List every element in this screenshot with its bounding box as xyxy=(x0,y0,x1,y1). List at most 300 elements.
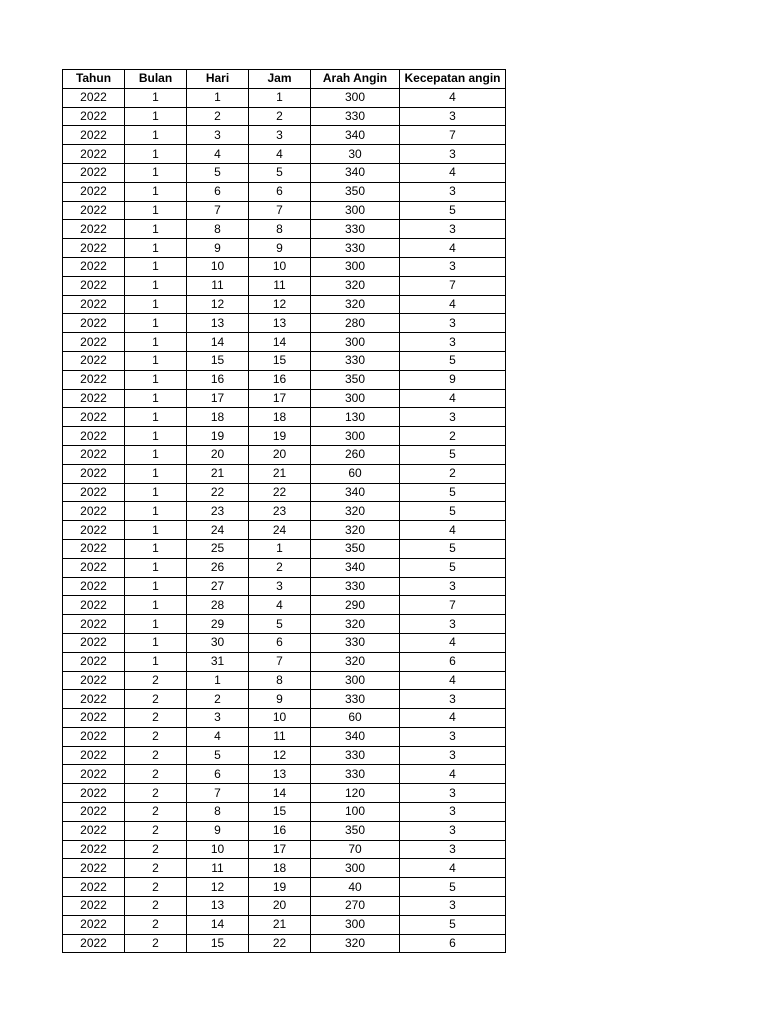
cell-hari: 15 xyxy=(187,934,249,953)
cell-bulan: 1 xyxy=(125,652,187,671)
cell-jam: 21 xyxy=(249,464,311,483)
cell-kecepatan-angin: 3 xyxy=(400,746,506,765)
cell-arah-angin: 60 xyxy=(311,464,400,483)
cell-kecepatan-angin: 5 xyxy=(400,351,506,370)
cell-jam: 19 xyxy=(249,878,311,897)
cell-jam: 21 xyxy=(249,915,311,934)
cell-tahun: 2022 xyxy=(63,201,125,220)
cell-jam: 14 xyxy=(249,784,311,803)
cell-tahun: 2022 xyxy=(63,239,125,258)
cell-jam: 6 xyxy=(249,633,311,652)
cell-tahun: 2022 xyxy=(63,539,125,558)
cell-jam: 12 xyxy=(249,295,311,314)
cell-arah-angin: 130 xyxy=(311,408,400,427)
cell-hari: 11 xyxy=(187,859,249,878)
cell-bulan: 1 xyxy=(125,558,187,577)
cell-tahun: 2022 xyxy=(63,746,125,765)
table-row xyxy=(63,370,506,389)
cell-jam: 4 xyxy=(249,145,311,164)
cell-tahun: 2022 xyxy=(63,464,125,483)
cell-hari: 23 xyxy=(187,502,249,521)
cell-tahun: 2022 xyxy=(63,220,125,239)
cell-jam: 4 xyxy=(249,596,311,615)
cell-arah-angin: 340 xyxy=(311,558,400,577)
table-row xyxy=(63,558,506,577)
table-header-row xyxy=(63,70,506,89)
header-arah-angin: Arah Angin xyxy=(311,70,400,89)
cell-arah-angin: 330 xyxy=(311,765,400,784)
cell-kecepatan-angin: 5 xyxy=(400,539,506,558)
cell-tahun: 2022 xyxy=(63,897,125,916)
cell-bulan: 1 xyxy=(125,483,187,502)
cell-bulan: 2 xyxy=(125,878,187,897)
cell-bulan: 2 xyxy=(125,784,187,803)
cell-hari: 3 xyxy=(187,709,249,728)
cell-bulan: 1 xyxy=(125,257,187,276)
cell-kecepatan-angin: 3 xyxy=(400,220,506,239)
cell-arah-angin: 260 xyxy=(311,445,400,464)
cell-jam: 18 xyxy=(249,408,311,427)
cell-tahun: 2022 xyxy=(63,558,125,577)
table-row xyxy=(63,276,506,295)
cell-arah-angin: 70 xyxy=(311,840,400,859)
cell-jam: 3 xyxy=(249,126,311,145)
cell-hari: 6 xyxy=(187,765,249,784)
table-row xyxy=(63,408,506,427)
cell-tahun: 2022 xyxy=(63,915,125,934)
cell-arah-angin: 60 xyxy=(311,709,400,728)
table-row xyxy=(63,427,506,446)
cell-arah-angin: 320 xyxy=(311,934,400,953)
cell-kecepatan-angin: 2 xyxy=(400,427,506,446)
cell-jam: 22 xyxy=(249,483,311,502)
table-row xyxy=(63,257,506,276)
cell-hari: 10 xyxy=(187,257,249,276)
cell-bulan: 1 xyxy=(125,220,187,239)
cell-tahun: 2022 xyxy=(63,314,125,333)
cell-jam: 9 xyxy=(249,239,311,258)
cell-jam: 11 xyxy=(249,727,311,746)
cell-jam: 14 xyxy=(249,333,311,352)
header-bulan: Bulan xyxy=(125,70,187,89)
table-row xyxy=(63,314,506,333)
cell-tahun: 2022 xyxy=(63,803,125,822)
cell-hari: 9 xyxy=(187,239,249,258)
cell-bulan: 1 xyxy=(125,88,187,107)
cell-kecepatan-angin: 5 xyxy=(400,445,506,464)
cell-arah-angin: 300 xyxy=(311,333,400,352)
cell-jam: 8 xyxy=(249,220,311,239)
cell-tahun: 2022 xyxy=(63,652,125,671)
cell-bulan: 2 xyxy=(125,671,187,690)
cell-kecepatan-angin: 4 xyxy=(400,709,506,728)
cell-jam: 24 xyxy=(249,521,311,540)
table-row xyxy=(63,333,506,352)
cell-jam: 16 xyxy=(249,370,311,389)
cell-hari: 12 xyxy=(187,295,249,314)
cell-arah-angin: 300 xyxy=(311,915,400,934)
cell-bulan: 2 xyxy=(125,727,187,746)
cell-hari: 20 xyxy=(187,445,249,464)
cell-tahun: 2022 xyxy=(63,859,125,878)
cell-tahun: 2022 xyxy=(63,784,125,803)
table-row xyxy=(63,652,506,671)
cell-hari: 3 xyxy=(187,126,249,145)
table-row xyxy=(63,351,506,370)
cell-hari: 18 xyxy=(187,408,249,427)
cell-kecepatan-angin: 4 xyxy=(400,765,506,784)
table-row xyxy=(63,239,506,258)
table-row xyxy=(63,502,506,521)
wind-data-table xyxy=(62,69,506,953)
table-row xyxy=(63,596,506,615)
cell-hari: 31 xyxy=(187,652,249,671)
cell-arah-angin: 320 xyxy=(311,615,400,634)
cell-bulan: 1 xyxy=(125,163,187,182)
cell-tahun: 2022 xyxy=(63,389,125,408)
cell-jam: 17 xyxy=(249,389,311,408)
cell-arah-angin: 300 xyxy=(311,427,400,446)
cell-kecepatan-angin: 3 xyxy=(400,408,506,427)
cell-hari: 1 xyxy=(187,88,249,107)
cell-bulan: 2 xyxy=(125,840,187,859)
cell-bulan: 1 xyxy=(125,239,187,258)
table-row xyxy=(63,445,506,464)
cell-kecepatan-angin: 4 xyxy=(400,521,506,540)
cell-jam: 18 xyxy=(249,859,311,878)
cell-tahun: 2022 xyxy=(63,709,125,728)
cell-tahun: 2022 xyxy=(63,333,125,352)
header-kecepatan-angin: Kecepatan angin xyxy=(400,70,506,89)
table-row xyxy=(63,765,506,784)
table-row xyxy=(63,671,506,690)
cell-tahun: 2022 xyxy=(63,521,125,540)
cell-kecepatan-angin: 4 xyxy=(400,633,506,652)
cell-arah-angin: 30 xyxy=(311,145,400,164)
cell-jam: 7 xyxy=(249,652,311,671)
cell-hari: 26 xyxy=(187,558,249,577)
cell-kecepatan-angin: 3 xyxy=(400,784,506,803)
table-row xyxy=(63,201,506,220)
cell-bulan: 1 xyxy=(125,276,187,295)
cell-arah-angin: 320 xyxy=(311,276,400,295)
cell-hari: 24 xyxy=(187,521,249,540)
cell-arah-angin: 300 xyxy=(311,859,400,878)
cell-arah-angin: 330 xyxy=(311,220,400,239)
cell-bulan: 2 xyxy=(125,897,187,916)
cell-bulan: 1 xyxy=(125,427,187,446)
cell-jam: 20 xyxy=(249,445,311,464)
cell-tahun: 2022 xyxy=(63,408,125,427)
cell-hari: 7 xyxy=(187,784,249,803)
cell-kecepatan-angin: 3 xyxy=(400,182,506,201)
cell-kecepatan-angin: 3 xyxy=(400,727,506,746)
cell-hari: 15 xyxy=(187,351,249,370)
cell-kecepatan-angin: 6 xyxy=(400,652,506,671)
cell-tahun: 2022 xyxy=(63,145,125,164)
cell-arah-angin: 340 xyxy=(311,483,400,502)
cell-arah-angin: 320 xyxy=(311,652,400,671)
cell-bulan: 1 xyxy=(125,633,187,652)
cell-kecepatan-angin: 7 xyxy=(400,276,506,295)
cell-arah-angin: 290 xyxy=(311,596,400,615)
cell-jam: 8 xyxy=(249,671,311,690)
table-row xyxy=(63,182,506,201)
cell-arah-angin: 320 xyxy=(311,521,400,540)
cell-jam: 23 xyxy=(249,502,311,521)
cell-hari: 19 xyxy=(187,427,249,446)
cell-arah-angin: 330 xyxy=(311,107,400,126)
cell-hari: 5 xyxy=(187,163,249,182)
cell-bulan: 1 xyxy=(125,464,187,483)
table-row xyxy=(63,88,506,107)
cell-bulan: 2 xyxy=(125,690,187,709)
cell-hari: 2 xyxy=(187,107,249,126)
table-row xyxy=(63,934,506,953)
cell-bulan: 1 xyxy=(125,502,187,521)
cell-kecepatan-angin: 5 xyxy=(400,558,506,577)
table-row xyxy=(63,915,506,934)
cell-arah-angin: 300 xyxy=(311,389,400,408)
cell-kecepatan-angin: 5 xyxy=(400,915,506,934)
cell-arah-angin: 300 xyxy=(311,201,400,220)
table-row xyxy=(63,859,506,878)
cell-jam: 22 xyxy=(249,934,311,953)
cell-kecepatan-angin: 3 xyxy=(400,577,506,596)
cell-kecepatan-angin: 3 xyxy=(400,314,506,333)
cell-kecepatan-angin: 3 xyxy=(400,840,506,859)
table-row xyxy=(63,897,506,916)
cell-hari: 22 xyxy=(187,483,249,502)
cell-arah-angin: 280 xyxy=(311,314,400,333)
cell-kecepatan-angin: 3 xyxy=(400,333,506,352)
cell-jam: 15 xyxy=(249,351,311,370)
cell-bulan: 2 xyxy=(125,746,187,765)
cell-kecepatan-angin: 3 xyxy=(400,897,506,916)
cell-hari: 30 xyxy=(187,633,249,652)
cell-tahun: 2022 xyxy=(63,276,125,295)
cell-jam: 19 xyxy=(249,427,311,446)
cell-kecepatan-angin: 3 xyxy=(400,615,506,634)
cell-jam: 10 xyxy=(249,257,311,276)
cell-jam: 12 xyxy=(249,746,311,765)
cell-kecepatan-angin: 5 xyxy=(400,502,506,521)
cell-bulan: 1 xyxy=(125,107,187,126)
cell-arah-angin: 270 xyxy=(311,897,400,916)
cell-jam: 5 xyxy=(249,615,311,634)
cell-tahun: 2022 xyxy=(63,727,125,746)
cell-tahun: 2022 xyxy=(63,878,125,897)
cell-jam: 2 xyxy=(249,558,311,577)
cell-hari: 27 xyxy=(187,577,249,596)
cell-arah-angin: 120 xyxy=(311,784,400,803)
cell-arah-angin: 320 xyxy=(311,295,400,314)
table-row xyxy=(63,615,506,634)
cell-hari: 25 xyxy=(187,539,249,558)
cell-tahun: 2022 xyxy=(63,126,125,145)
cell-arah-angin: 320 xyxy=(311,502,400,521)
cell-tahun: 2022 xyxy=(63,295,125,314)
cell-hari: 4 xyxy=(187,727,249,746)
table-row xyxy=(63,690,506,709)
cell-tahun: 2022 xyxy=(63,502,125,521)
cell-tahun: 2022 xyxy=(63,596,125,615)
cell-bulan: 2 xyxy=(125,803,187,822)
table-row xyxy=(63,295,506,314)
cell-bulan: 1 xyxy=(125,445,187,464)
table-row xyxy=(63,220,506,239)
cell-bulan: 1 xyxy=(125,596,187,615)
cell-kecepatan-angin: 5 xyxy=(400,483,506,502)
cell-arah-angin: 330 xyxy=(311,746,400,765)
table-body xyxy=(63,88,506,953)
cell-arah-angin: 350 xyxy=(311,539,400,558)
cell-hari: 8 xyxy=(187,803,249,822)
cell-hari: 7 xyxy=(187,201,249,220)
cell-bulan: 1 xyxy=(125,314,187,333)
cell-jam: 6 xyxy=(249,182,311,201)
cell-bulan: 1 xyxy=(125,351,187,370)
cell-kecepatan-angin: 4 xyxy=(400,295,506,314)
cell-tahun: 2022 xyxy=(63,765,125,784)
cell-tahun: 2022 xyxy=(63,445,125,464)
table-row xyxy=(63,145,506,164)
table-row xyxy=(63,727,506,746)
cell-tahun: 2022 xyxy=(63,163,125,182)
cell-hari: 21 xyxy=(187,464,249,483)
cell-arah-angin: 330 xyxy=(311,351,400,370)
cell-arah-angin: 340 xyxy=(311,727,400,746)
cell-hari: 13 xyxy=(187,314,249,333)
cell-kecepatan-angin: 3 xyxy=(400,107,506,126)
cell-bulan: 1 xyxy=(125,577,187,596)
cell-tahun: 2022 xyxy=(63,107,125,126)
cell-kecepatan-angin: 2 xyxy=(400,464,506,483)
table-row xyxy=(63,521,506,540)
cell-hari: 13 xyxy=(187,897,249,916)
table-row xyxy=(63,464,506,483)
cell-jam: 7 xyxy=(249,201,311,220)
cell-tahun: 2022 xyxy=(63,934,125,953)
cell-jam: 17 xyxy=(249,840,311,859)
cell-tahun: 2022 xyxy=(63,182,125,201)
cell-hari: 11 xyxy=(187,276,249,295)
cell-bulan: 1 xyxy=(125,615,187,634)
cell-jam: 15 xyxy=(249,803,311,822)
cell-bulan: 1 xyxy=(125,126,187,145)
cell-hari: 8 xyxy=(187,220,249,239)
header-jam: Jam xyxy=(249,70,311,89)
cell-arah-angin: 300 xyxy=(311,88,400,107)
cell-jam: 10 xyxy=(249,709,311,728)
table-row xyxy=(63,483,506,502)
cell-kecepatan-angin: 9 xyxy=(400,370,506,389)
table-row xyxy=(63,633,506,652)
cell-hari: 9 xyxy=(187,821,249,840)
cell-jam: 11 xyxy=(249,276,311,295)
cell-bulan: 1 xyxy=(125,539,187,558)
cell-hari: 2 xyxy=(187,690,249,709)
cell-tahun: 2022 xyxy=(63,427,125,446)
table-row xyxy=(63,840,506,859)
cell-hari: 14 xyxy=(187,333,249,352)
cell-tahun: 2022 xyxy=(63,88,125,107)
cell-kecepatan-angin: 3 xyxy=(400,803,506,822)
cell-hari: 4 xyxy=(187,145,249,164)
cell-tahun: 2022 xyxy=(63,577,125,596)
cell-bulan: 2 xyxy=(125,915,187,934)
cell-arah-angin: 340 xyxy=(311,126,400,145)
cell-kecepatan-angin: 3 xyxy=(400,690,506,709)
cell-bulan: 2 xyxy=(125,934,187,953)
cell-arah-angin: 40 xyxy=(311,878,400,897)
table-row xyxy=(63,784,506,803)
cell-jam: 13 xyxy=(249,765,311,784)
cell-bulan: 1 xyxy=(125,408,187,427)
table-row xyxy=(63,746,506,765)
cell-hari: 16 xyxy=(187,370,249,389)
cell-tahun: 2022 xyxy=(63,840,125,859)
cell-jam: 1 xyxy=(249,539,311,558)
cell-hari: 5 xyxy=(187,746,249,765)
cell-jam: 5 xyxy=(249,163,311,182)
cell-kecepatan-angin: 5 xyxy=(400,878,506,897)
cell-tahun: 2022 xyxy=(63,671,125,690)
cell-kecepatan-angin: 4 xyxy=(400,163,506,182)
cell-tahun: 2022 xyxy=(63,370,125,389)
table-row xyxy=(63,821,506,840)
cell-kecepatan-angin: 4 xyxy=(400,88,506,107)
cell-tahun: 2022 xyxy=(63,257,125,276)
cell-bulan: 1 xyxy=(125,145,187,164)
table-row xyxy=(63,389,506,408)
cell-tahun: 2022 xyxy=(63,351,125,370)
cell-arah-angin: 330 xyxy=(311,577,400,596)
table-row xyxy=(63,878,506,897)
cell-bulan: 2 xyxy=(125,821,187,840)
cell-hari: 1 xyxy=(187,671,249,690)
cell-arah-angin: 330 xyxy=(311,239,400,258)
cell-tahun: 2022 xyxy=(63,690,125,709)
cell-arah-angin: 340 xyxy=(311,163,400,182)
cell-arah-angin: 330 xyxy=(311,633,400,652)
cell-kecepatan-angin: 7 xyxy=(400,126,506,145)
cell-jam: 20 xyxy=(249,897,311,916)
cell-hari: 10 xyxy=(187,840,249,859)
cell-bulan: 1 xyxy=(125,295,187,314)
table-row xyxy=(63,803,506,822)
cell-jam: 1 xyxy=(249,88,311,107)
cell-hari: 12 xyxy=(187,878,249,897)
cell-kecepatan-angin: 6 xyxy=(400,934,506,953)
cell-jam: 3 xyxy=(249,577,311,596)
cell-hari: 17 xyxy=(187,389,249,408)
cell-kecepatan-angin: 7 xyxy=(400,596,506,615)
cell-arah-angin: 350 xyxy=(311,821,400,840)
cell-bulan: 2 xyxy=(125,709,187,728)
cell-arah-angin: 300 xyxy=(311,257,400,276)
cell-tahun: 2022 xyxy=(63,633,125,652)
cell-bulan: 1 xyxy=(125,182,187,201)
cell-kecepatan-angin: 3 xyxy=(400,821,506,840)
table-row xyxy=(63,163,506,182)
table-row xyxy=(63,539,506,558)
cell-bulan: 1 xyxy=(125,201,187,220)
cell-kecepatan-angin: 4 xyxy=(400,239,506,258)
cell-arah-angin: 350 xyxy=(311,182,400,201)
cell-tahun: 2022 xyxy=(63,483,125,502)
cell-bulan: 1 xyxy=(125,333,187,352)
